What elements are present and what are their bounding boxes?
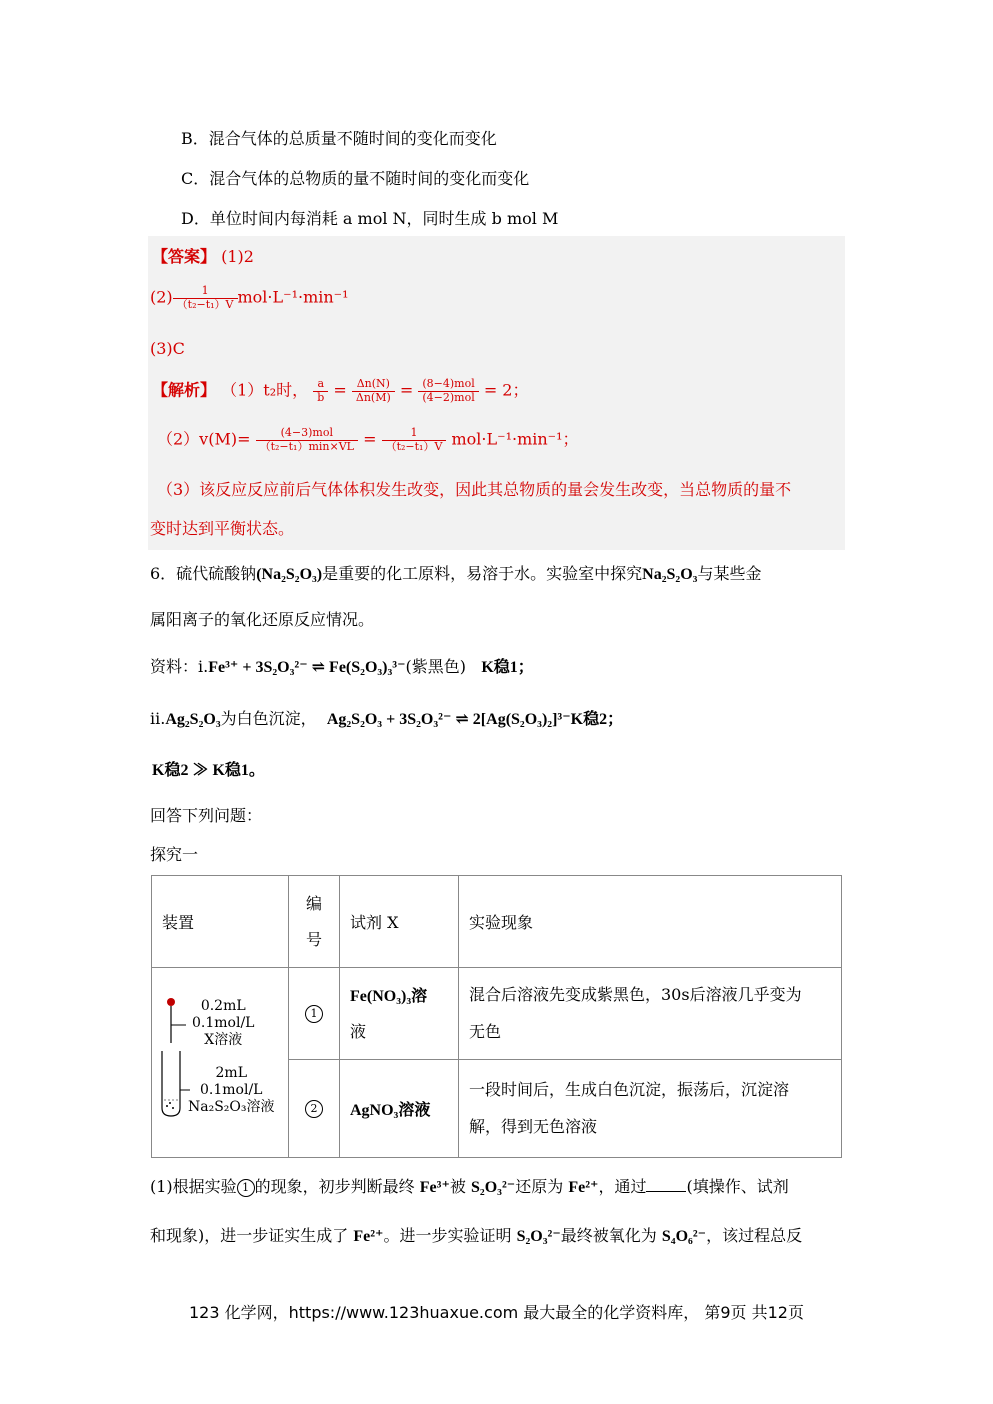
q1-text-e: ，通过 <box>598 1177 647 1196</box>
fraction-den: （t₂−t₁）V <box>382 440 447 454</box>
q1-text-c: 被 <box>449 1177 466 1196</box>
row-2-phenomenon <box>459 1060 842 1158</box>
q1-text-f: (填操作、试剂 <box>686 1177 789 1196</box>
analysis-1-prefix: （1）t₂时， <box>221 380 309 400</box>
bottom-label-2: 0.1mol/L <box>200 1082 263 1098</box>
info-i-k: K稳1； <box>481 659 534 676</box>
header-reagent: 试剂 X <box>340 876 459 968</box>
row-1-number <box>289 968 340 1060</box>
fraction-num: a <box>317 377 325 390</box>
info-ii-equation: Ag₂S₂O₃ + 3S₂O₃²⁻ ⇌ 2[Ag(S₂O₃)₂]³⁻ <box>326 711 571 728</box>
answer-tag: 【答案】 <box>152 249 217 266</box>
fraction-num: (8−4)mol <box>422 377 475 390</box>
info-i-note: (紫黑色) <box>405 657 467 676</box>
q1-text-b: 的现象，初步判断最终 <box>254 1177 415 1196</box>
fraction-den: (4−2)mol <box>418 391 478 405</box>
row-2-reagent <box>340 1060 459 1158</box>
fraction-dn <box>352 378 395 404</box>
top-label-2: 0.1mol/L <box>192 1015 255 1031</box>
fraction-den: （t₂−t₁）min×VL <box>256 440 358 454</box>
row-2-number <box>289 1060 340 1158</box>
experiment-table <box>151 875 842 1158</box>
answer-prompt: 回答下列问题： <box>150 806 263 825</box>
equals-sign: = <box>399 380 414 400</box>
apparatus-top-label <box>192 998 254 1049</box>
fraction-num: 1 <box>410 426 418 439</box>
section-title: 探究一 <box>150 845 199 864</box>
row-1-phenomenon <box>459 968 842 1060</box>
answer-2-unit: mol·L⁻¹·min⁻¹ <box>237 287 349 307</box>
equals-sign: = <box>333 380 347 400</box>
header-number-l2: 号 <box>305 929 322 949</box>
table-header-row <box>152 876 842 968</box>
fraction-mol <box>418 378 478 404</box>
table-row <box>152 968 842 1060</box>
analysis-2-prefix: （2）v(M)= <box>157 429 251 449</box>
header-apparatus: 装置 <box>152 876 289 968</box>
q6-text-c: 与某些金 <box>697 564 762 583</box>
reagent-l1: AgNO₃溶液 <box>350 1102 431 1119</box>
header-number <box>289 876 340 968</box>
phenomenon-l1: 混合后溶液先变成紫黑色，30s后溶液几乎变为 <box>469 984 802 1004</box>
fraction-v1 <box>256 427 358 453</box>
fraction-v2 <box>382 427 447 453</box>
top-label-3: X溶液 <box>204 1032 243 1048</box>
q1-text-i: 最终被氧化为 <box>560 1226 657 1245</box>
answer-1: (1)2 <box>221 247 254 266</box>
fraction-den: b <box>313 391 328 405</box>
reagent-l2: 液 <box>350 1022 367 1041</box>
q6-line-1 <box>150 566 761 583</box>
q6-text-a: 6．硫代硫酸钠 <box>150 564 257 583</box>
fraction-num: Δn(N) <box>356 377 390 390</box>
bottom-label-3: Na₂S₂O₃溶液 <box>188 1099 275 1115</box>
q6-text-b: 是重要的化工原料，易溶于水。实验室中探究 <box>322 564 643 583</box>
answer-2-fraction <box>173 285 238 311</box>
q1-line-1 <box>150 1177 789 1197</box>
answer-3: (3)C <box>150 339 185 358</box>
analysis-1-result: = 2； <box>483 380 529 400</box>
q6-formula: (Na₂S₂O₃) <box>256 566 323 583</box>
top-label-1: 0.2mL <box>200 998 246 1014</box>
phenomenon-l2: 无色 <box>469 1021 502 1041</box>
option-d: D．单位时间内每消耗 a mol N，同时生成 b mol M <box>181 209 559 228</box>
q6-line-2: 属阳离子的氧化还原反应情况。 <box>150 610 375 629</box>
circled-number: 1 <box>305 1005 323 1023</box>
analysis-line-1 <box>152 378 529 404</box>
analysis-2-unit: mol·L⁻¹·min⁻¹； <box>451 429 579 449</box>
option-c: C．混合气体的总物质的量不随时间的变化而变化 <box>181 169 530 188</box>
q1-text-j: ，该过程总反 <box>706 1226 803 1245</box>
q1-formula-1: Fe³⁺ <box>419 1179 450 1196</box>
info-ii-k: K稳2； <box>570 711 624 728</box>
option-b: B．混合气体的总质量不随时间的变化而变化 <box>181 129 497 148</box>
k-compare: K稳2 ≫ K稳1。 <box>152 762 265 779</box>
info-i-equation: Fe³⁺ + 3S₂O₃²⁻ ⇌ Fe(S₂O₃)₃³⁻ <box>208 659 406 676</box>
phenomenon-l2: 解，得到无色溶液 <box>469 1116 598 1136</box>
q1-formula-3: Fe²⁺ <box>568 1179 599 1196</box>
q1-text-h: 。进一步实验证明 <box>383 1226 512 1245</box>
fraction-den: （t₂−t₁）V <box>173 298 238 312</box>
answer-blank[interactable] <box>646 1177 686 1192</box>
q1-text-d: 还原为 <box>515 1177 564 1196</box>
analysis-3-line2: 变时达到平衡状态。 <box>150 519 295 538</box>
row-1-reagent <box>340 968 459 1060</box>
analysis-line-2 <box>157 427 579 453</box>
header-number-l1: 编 <box>305 894 322 914</box>
fraction-num: (4−3)mol <box>280 426 333 439</box>
q1-line-2 <box>150 1228 802 1245</box>
info-i <box>150 659 534 676</box>
apparatus-bottom-label <box>188 1065 275 1116</box>
circled-number: 2 <box>305 1100 323 1118</box>
info-ii-formula: Ag₂S₂O₃ <box>165 711 221 728</box>
q1-formula-4: Fe²⁺ <box>353 1228 384 1245</box>
fraction-den: Δn(M) <box>352 391 395 405</box>
header-phenomenon: 实验现象 <box>459 876 842 968</box>
fraction-a-b <box>313 378 328 404</box>
info-i-prefix: 资料：i. <box>150 657 209 676</box>
equals-sign: = <box>363 429 377 449</box>
bottom-label-1: 2mL <box>215 1065 247 1081</box>
phenomenon-l1: 一段时间后，生成白色沉淀，振荡后，沉淀溶 <box>469 1079 790 1099</box>
answer-line-2 <box>150 285 349 311</box>
fraction-num: 1 <box>201 284 209 297</box>
q1-text-g: 和现象)，进一步证实生成了 <box>150 1226 349 1245</box>
apparatus-cell <box>152 968 289 1158</box>
q1-formula-5: S₂O₃²⁻ <box>516 1228 561 1245</box>
answer-2-prefix: (2) <box>150 287 173 307</box>
q1-formula-6: S₄O₆²⁻ <box>661 1228 707 1245</box>
analysis-3-line1: （3）该反应反应前后气体体积发生改变，因此其总物质的量会发生改变，当总物质的量不 <box>157 480 792 499</box>
circled-number: 1 <box>237 1179 255 1197</box>
reagent-l1: Fe(NO₃)₃溶 <box>350 987 428 1005</box>
analysis-tag: 【解析】 <box>152 382 217 400</box>
info-ii <box>150 711 623 728</box>
q1-formula-2: S₂O₃²⁻ <box>471 1179 516 1196</box>
info-ii-prefix: ii. <box>150 709 166 728</box>
answer-line-1 <box>152 249 254 266</box>
q6-formula-2: Na₂S₂O₃ <box>642 566 698 583</box>
info-ii-text: 为白色沉淀， <box>220 709 317 728</box>
page-footer: 123 化学网，https://www.123huaxue.com 最大最全的化学资料库， 第9页 共12页 <box>189 1303 804 1322</box>
q1-text-a: (1)根据实验 <box>150 1177 237 1196</box>
